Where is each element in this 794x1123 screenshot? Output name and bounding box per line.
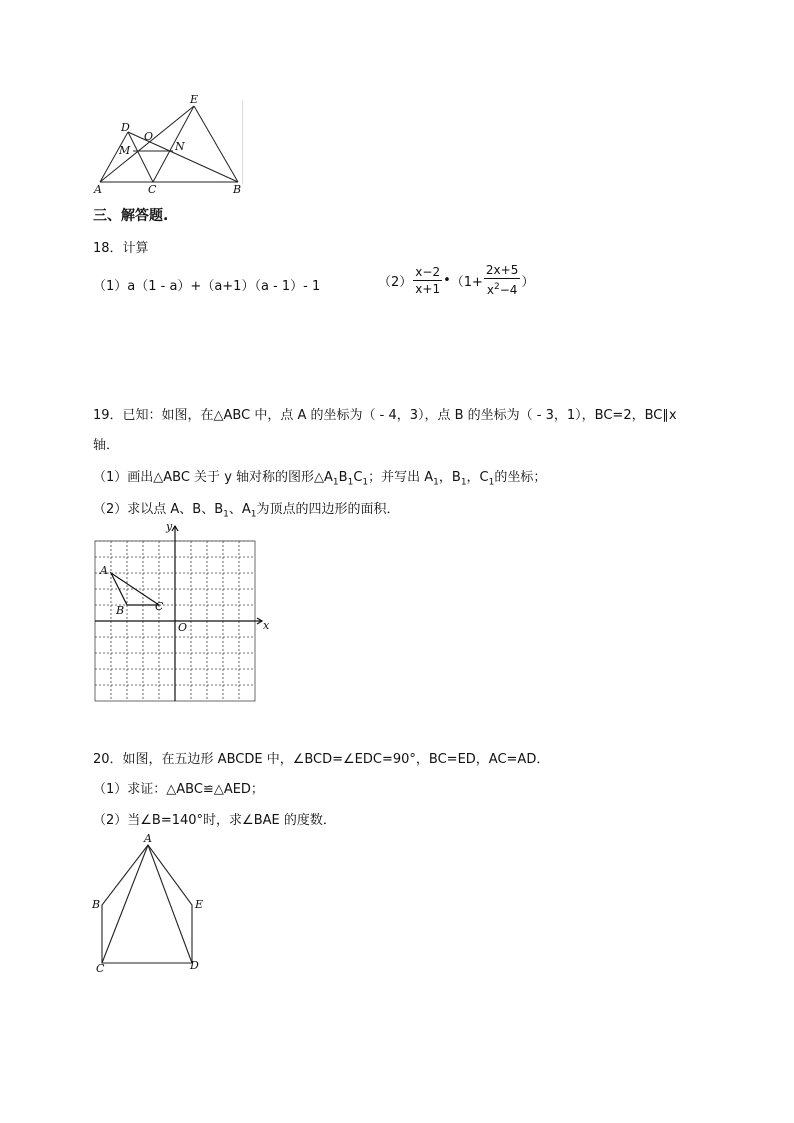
q19-part2-text-c: 为顶点的四边形的面积． (256, 502, 400, 517)
q18-part1: （1）a（1 - a）+（a+1）（a - 1）- 1 (93, 279, 321, 294)
seg-AD (148, 845, 192, 963)
fraction-1-denominator: x+1 (415, 281, 441, 296)
q20-part1: （1）求证：△ABC≌△AED； (93, 782, 264, 797)
grid-label-B: B (116, 604, 125, 617)
pent-label-E: E (195, 898, 204, 911)
fraction-2-denominator (485, 279, 520, 298)
seg-AC (102, 845, 148, 963)
seg-CE (153, 106, 194, 182)
q19-line1: 19．已知：如图，在△ABC 中，点 A 的坐标为（ - 4，3），点 B 的坐标为（ - 3，1），BC=2，BC∥x (93, 408, 677, 423)
label-B: B (233, 183, 242, 196)
label-N: N (175, 140, 185, 153)
label-C: C (148, 183, 157, 196)
fraction-1 (413, 264, 442, 297)
label-E: E (190, 93, 199, 106)
grid-label-y: y (166, 520, 173, 533)
label-M: M (119, 144, 131, 157)
grid-label-x: x (263, 619, 270, 632)
sub-1: 1 (433, 477, 439, 488)
dot-operator: • (443, 272, 451, 288)
q19-part1-text-a: （1）画出△ABC 关于 y 轴对称的图形△A (93, 470, 333, 485)
q19-part1-text-e: ，B (438, 470, 461, 485)
fraction-2 (484, 262, 520, 298)
q19-part1-text-b: B (338, 470, 348, 485)
grid-label-O: O (178, 621, 188, 634)
den-rest: −4 (499, 283, 518, 297)
sub-1: 1 (223, 509, 229, 520)
seg-EB (194, 106, 238, 182)
figure-17-svg (90, 96, 250, 198)
paren-open: （1+ (450, 274, 483, 290)
q20-part2: （2）当∠B=140°时，求∠BAE 的度数． (93, 813, 336, 828)
sub-1: 1 (332, 477, 339, 488)
q19-part2-text-a: （2）求以点 A、B、B (93, 502, 224, 517)
paren-close: ） (521, 274, 535, 290)
q20-line1: 20．如图，在五边形 ABCDE 中，∠BCD=∠EDC=90°，BC=ED，AC=AD． (93, 752, 550, 767)
den-base: x (486, 283, 494, 297)
q18-part2 (378, 262, 534, 298)
figure-17 (90, 93, 250, 198)
pent-label-A: A (144, 832, 152, 845)
fraction-2-numerator: 2x+5 (485, 263, 519, 277)
q19-part2-text-b: 、A (228, 502, 251, 517)
q19-part1-text-d: ；并写出 A (368, 470, 434, 485)
sub-1: 1 (488, 477, 495, 488)
q19-part1-text-g: 的坐标； (494, 470, 547, 485)
pent-label-D: D (190, 959, 199, 972)
figure-20-pentagon (88, 832, 218, 976)
sub-1: 1 (347, 477, 354, 488)
q19-part1-text-c: C (353, 470, 363, 485)
q19-part1-text-f: ，C (466, 470, 489, 485)
figure-19-grid (90, 520, 280, 705)
q18-title: 18．计算 (93, 241, 149, 256)
fraction-1-numerator: x−2 (415, 264, 441, 279)
frame-edge (242, 100, 243, 184)
label-O: O (144, 130, 154, 143)
label-D: D (121, 121, 130, 134)
den-exponent: 2 (493, 282, 500, 292)
q19-part1 (93, 466, 546, 488)
pentagon-ABCDE (102, 845, 192, 963)
section-heading: 三、解答题. (93, 208, 169, 224)
q19-line2: 轴． (93, 438, 120, 453)
q19-part2 (93, 498, 400, 520)
q18-part2-prefix: （2） (378, 274, 413, 290)
label-A: A (94, 183, 102, 196)
sub-1: 1 (460, 477, 467, 488)
grid-label-C: C (155, 600, 164, 613)
sub-1: 1 (362, 477, 369, 488)
seg-AD (100, 132, 131, 182)
pent-label-B: B (92, 898, 101, 911)
grid-label-A: A (100, 564, 108, 577)
sub-1: 1 (250, 509, 257, 520)
pent-label-C: C (96, 962, 105, 975)
